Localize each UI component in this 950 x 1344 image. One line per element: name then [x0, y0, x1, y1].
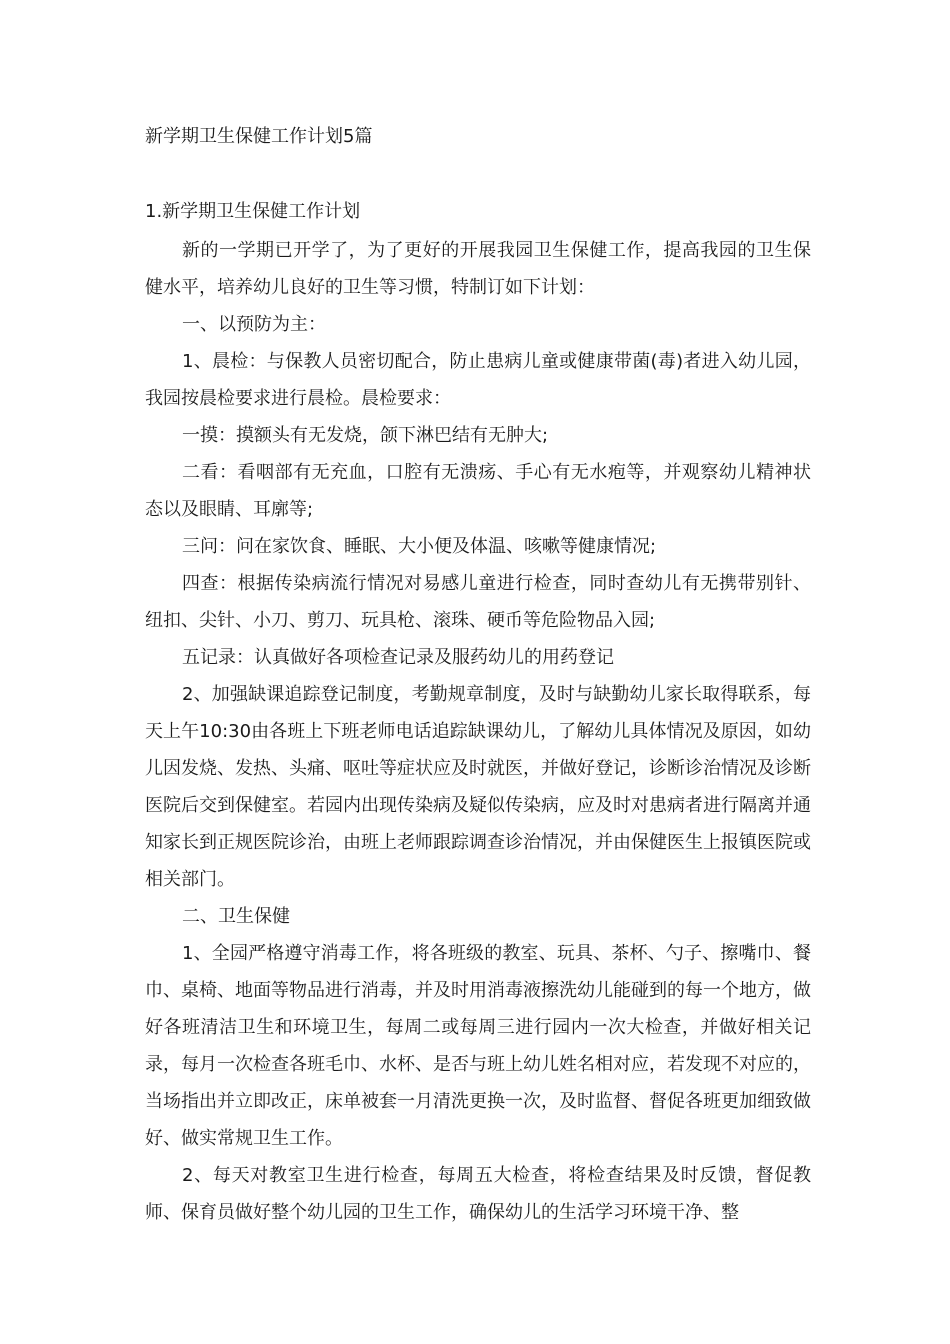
document-title: 新学期卫生保健工作计划5篇	[145, 126, 373, 147]
paragraph-heading-prevention: 一、以预防为主：	[182, 314, 326, 335]
paragraph-intro: 新的一学期已开学了，为了更好的开展我园卫生保健工作，提高我园的卫生保健水平，培养幼儿良好的卫生等习惯，特制订如下计划：	[145, 240, 811, 298]
paragraph-inspect: 四查：根据传染病流行情况对易感儿童进行检查，同时查幼儿有无携带别针、纽扣、尖针、小刀、剪刀、玩具枪、滚珠、硬币等危险物品入园;	[145, 573, 811, 631]
paragraph-look: 二看：看咽部有无充血，口腔有无溃疡、手心有无水疱等，并观察幼儿精神状态以及眼睛、耳廓等;	[145, 462, 811, 520]
paragraph-record: 五记录：认真做好各项检查记录及服药幼儿的用药登记	[182, 647, 614, 668]
paragraph-ask: 三问：问在家饮食、睡眠、大小便及体温、咳嗽等健康情况;	[182, 536, 657, 557]
section-heading: 1.新学期卫生保健工作计划	[145, 201, 361, 222]
paragraph-absence-tracking: 2、加强缺课追踪登记制度，考勤规章制度，及时与缺勤幼儿家长取得联系，每天上午10:30由各班上下班老师电话追踪缺课幼儿，了解幼儿具体情况及原因，如幼儿因发烧、发热、头痛、呕吐等症状应及时就医，并做好登记，诊断诊治情况及诊断医院后交到保健室。若园内出现传染病及疑似传染病，应及时对患病者进行隔离并通知家长到正规医院诊治，由班上老师跟踪调查诊治情况，并由保健医生上报镇医院或相关部门。	[145, 684, 811, 890]
paragraph-disinfection: 1、全园严格遵守消毒工作，将各班级的教室、玩具、茶杯、勺子、擦嘴巾、餐巾、桌椅、地面等物品进行消毒，并及时用消毒液擦洗幼儿能碰到的每一个地方，做好各班清洁卫生和环境卫生，每周二或每周三进行园内一次大检查，并做好相关记录，每月一次检查各班毛巾、水杯、是否与班上幼儿姓名相对应，若发现不对应的，当场指出并立即改正，床单被套一月清洗更换一次，及时监督、督促各班更加细致做好、做实常规卫生工作。	[145, 943, 811, 1149]
document-body	[145, 232, 811, 1231]
paragraph-classroom-check: 2、每天对教室卫生进行检查，每周五大检查，将检查结果及时反馈，督促教师、保育员做好整个幼儿园的卫生工作，确保幼儿的生活学习环境干净、整	[145, 1165, 811, 1223]
paragraph-morning-check: 1、晨检：与保教人员密切配合，防止患病儿童或健康带菌(毒)者进入幼儿园，我园按晨检要求进行晨检。晨检要求：	[145, 351, 811, 409]
paragraph-touch: 一摸：摸额头有无发烧，颌下淋巴结有无肿大;	[182, 425, 549, 446]
paragraph-heading-hygiene: 二、卫生保健	[182, 906, 290, 927]
